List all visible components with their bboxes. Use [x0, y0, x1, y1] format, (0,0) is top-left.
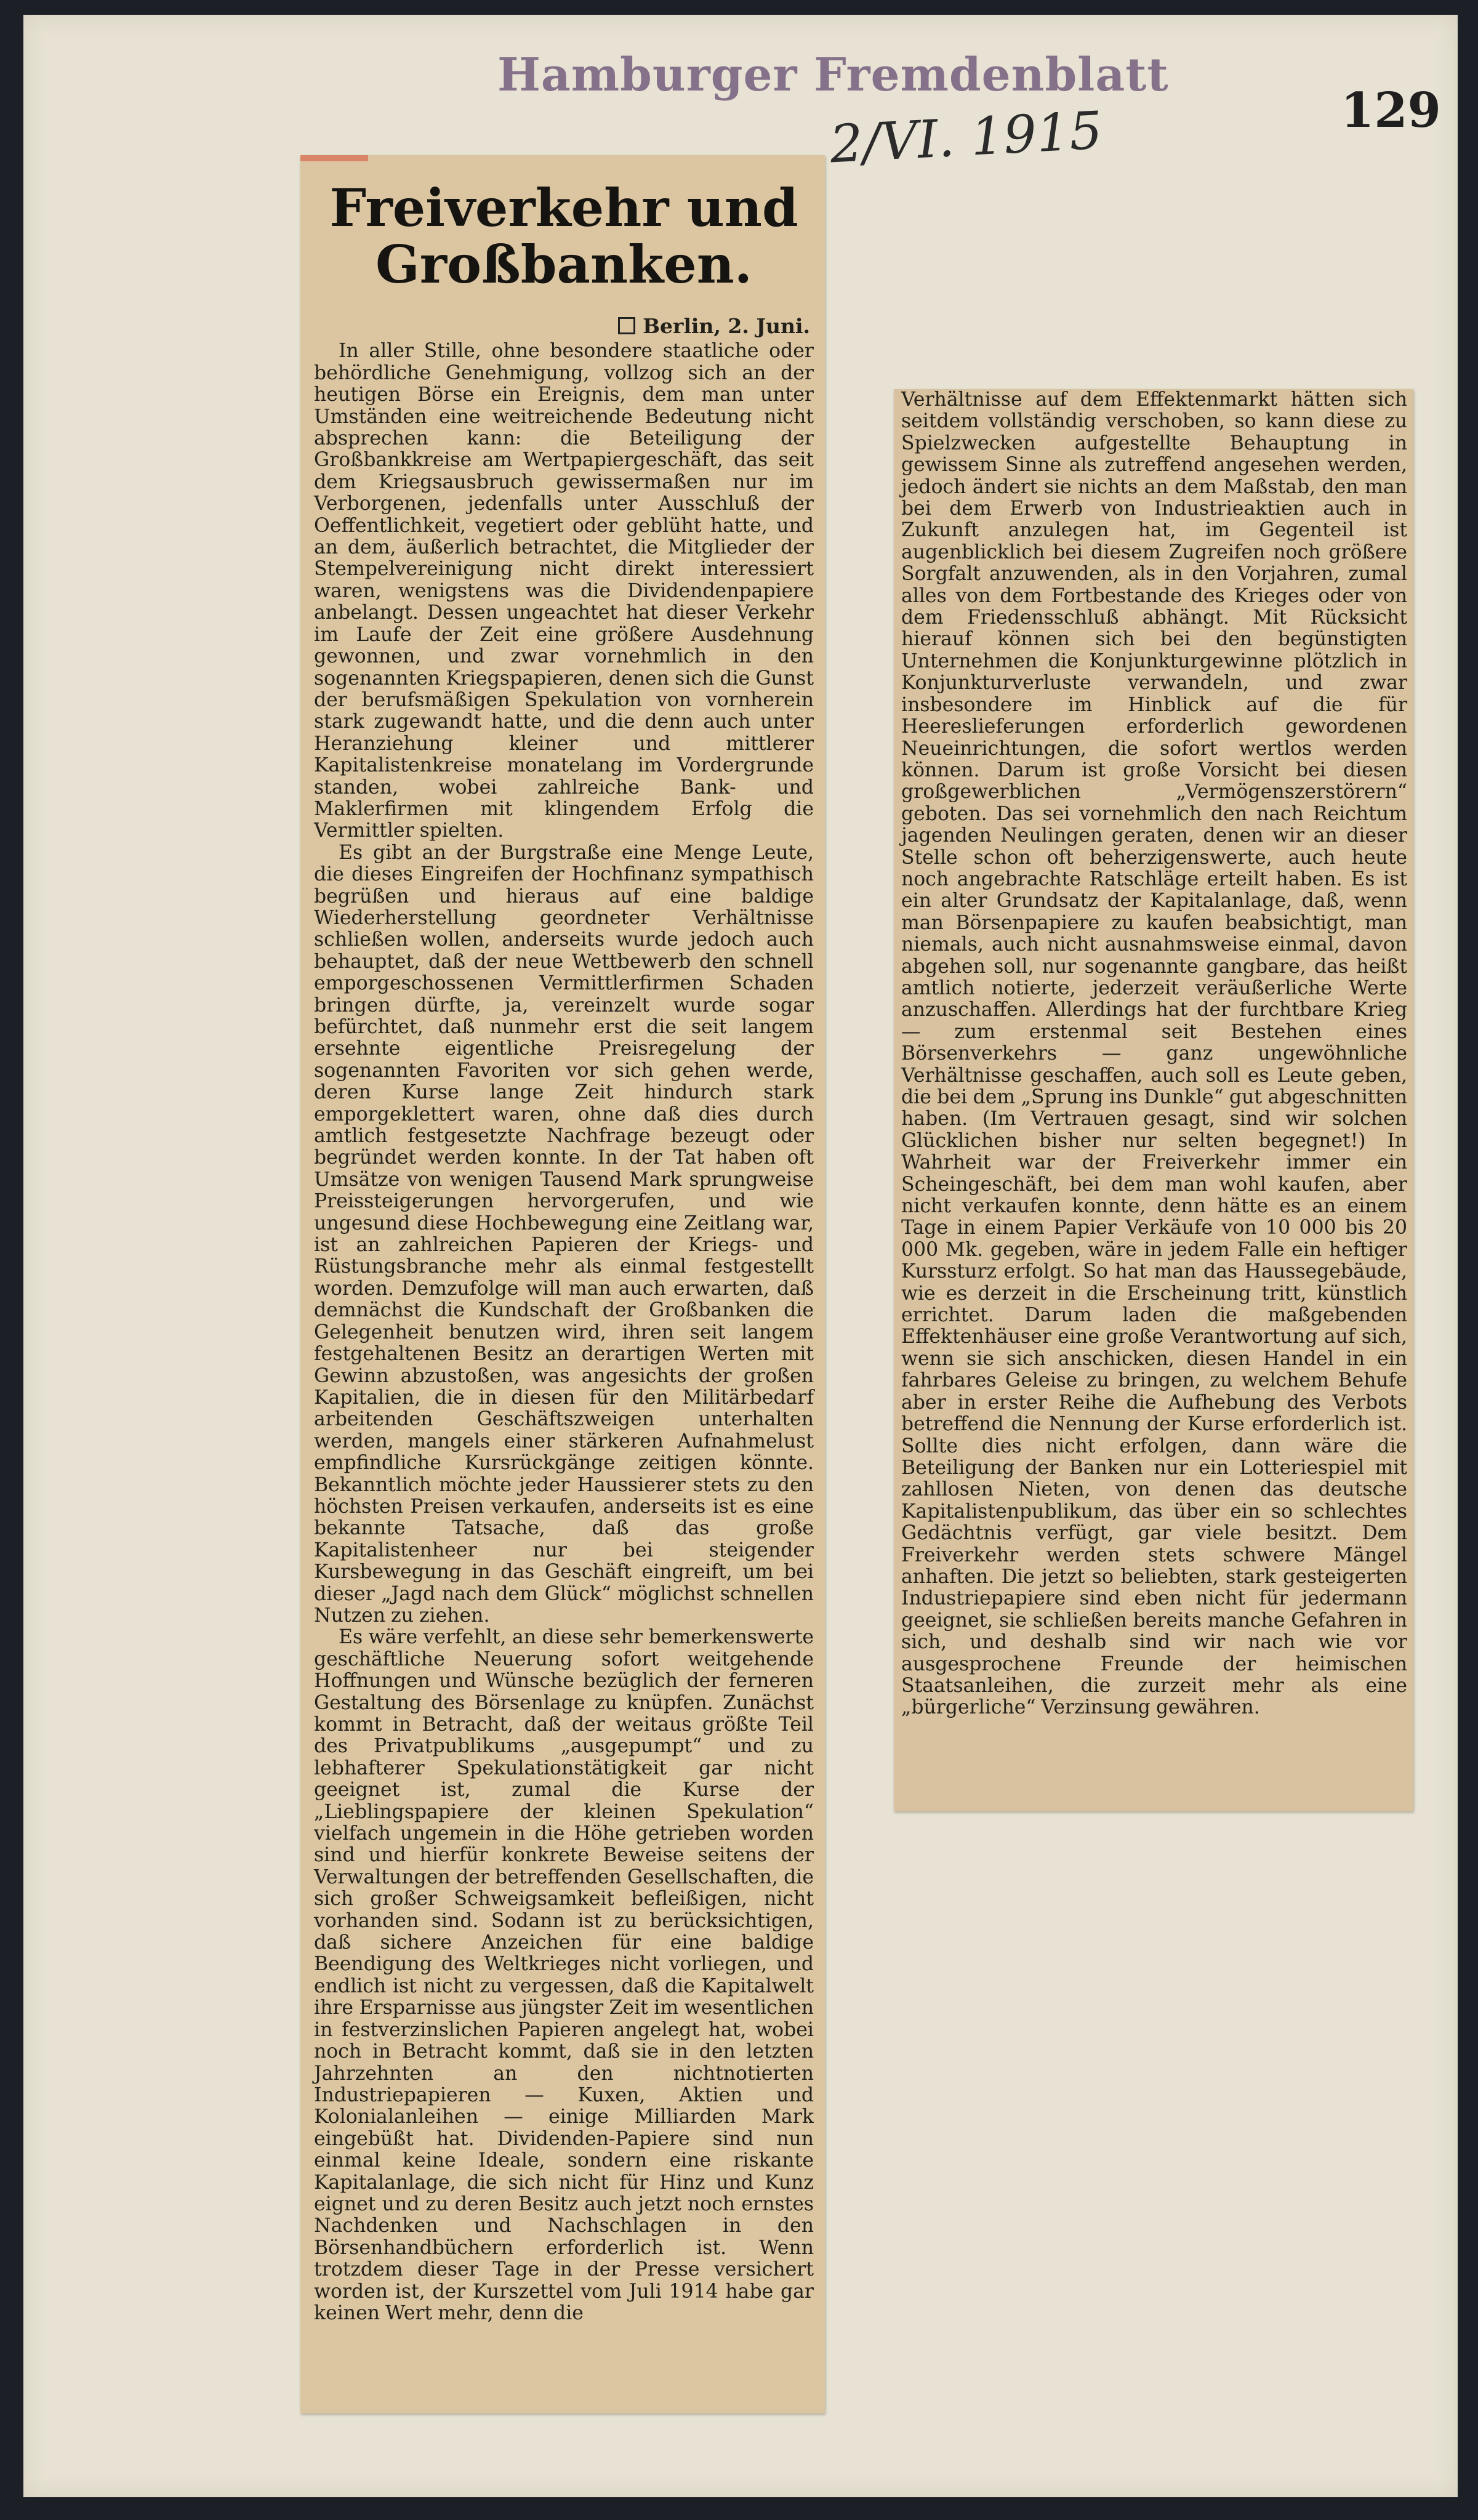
newspaper-stamp: Hamburger Fremdenblatt	[497, 49, 1169, 102]
red-pencil-mark	[300, 155, 368, 161]
clipping-right-column	[894, 389, 1413, 1811]
box-icon	[618, 317, 635, 334]
paragraph-3: Es wäre verfehlt, an diese sehr bemerkenswerte geschäftliche Neuerung sofort weitgehende Hoffnungen und Wünsche bezüglich der ferneren Gestaltung des Börsenlage zu knüpfen. Zunächst kommt in Betracht, daß der weitaus größte Teil des Privatpublikums „ausgepumpt“ und zu lebhafterer Spekulationstätigkeit gar nicht geeignet ist, zumal die Kurse der „Lieblingspapiere der kleinen Spekulation“ vielfach ungemein in die Höhe getrieben worden sind und hierfür konkrete Beweise seitens der Verwaltungen der betreffenden Gesellschaften, die sich großer Schweigsamkeit befleißigen, nicht vorhanden sind. Sodann ist zu berücksichtigen, daß sichere Anzeichen für eine baldige Beendigung des Weltkrieges nicht vorliegen, und endlich ist nicht zu vergessen, daß die Kapitalwelt ihre Ersparnisse aus jüngster Zeit im wesentlichen in festverzinslichen Papieren angelegt hat, wobei noch in Betracht kommt, daß sie in den letzten Jahrzehnten an den nichtnotierten Industriepapieren — Kuxen, Aktien und Kolonialanleihen — einige Milliarden Mark eingebüßt hat. Dividenden-Papiere sind nun einmal keine Ideale, sondern eine riskante Kapitalanlage, die sich nicht für Hinz und Kunz eignet und zu deren Besitz auch jetzt noch ernstes Nachdenken und Nachschlagen in den Börsenhandbüchern erforderlich ist. Wenn trotzdem dieser Tage in der Presse versichert worden ist, der Kurszettel vom Juli 1914 habe gar keinen Wert mehr, denn die	[314, 1626, 814, 2324]
dateline	[314, 315, 810, 337]
handwritten-date: 2/VI. 1915	[828, 100, 1104, 175]
paragraph-continued: Verhältnisse auf dem Effektenmarkt hätten sich seitdem vollständig verschoben, so kann diese zu Spielzwecken aufgestellte Behauptung in gewissem Sinne als zutreffend angesehen werden, jedoch ändert sie nichts an dem Maßstab, den man bei dem Erwerb von Industrieaktien auch in Zukunft anzulegen hat, im Gegenteil ist augenblicklich bei diesem Zugreifen noch größere Sorgfalt anzuwenden, als in den Vorjahren, zumal alles von dem Fortbestande des Krieges oder von dem Friedensschluß abhängt. Mit Rücksicht hierauf können sich bei den begünstigten Unternehmen die Konjunkturgewinne plötzlich in Konjunkturverluste verwandeln, und zwar insbesondere im Hinblick auf die für Heereslieferungen erforderlich gewordenen Neueinrichtungen, die sofort wertlos werden können. Darum ist große Vorsicht bei diesen großgewerblichen „Vermögenszerstörern“ geboten. Das sei vornehmlich den nach Reichtum jagenden Neulingen geraten, denen wir an dieser Stelle schon oft beherzigenswerte, auch heute noch angebrachte Ratschläge erteilt haben. Es ist ein alter Grundsatz der Kapitalanlage, daß, wenn man Börsenpapiere zu kaufen beabsichtigt, man niemals, auch nicht ausnahmsweise einmal, davon abgehen soll, nur sogenannte gangbare, das heißt amtlich notierte, jederzeit veräußerliche Werte anzuschaffen. Allerdings hat der furchtbare Krieg — zum erstenmal seit Bestehen eines Börsenverkehrs — ganz ungewöhnliche Verhältnisse geschaffen, auch soll es Leute geben, die bei dem „Sprung ins Dunkle“ gut abgeschnitten haben. (Im Vertrauen gesagt, sind wir solchen Glücklichen bisher nur selten begegnet!) In Wahrheit war der Freiverkehr immer ein Scheingeschäft, bei dem man wohl kaufen, aber nicht verkaufen konnte, denn hätte es an einem Tage in einem Papier Verkäufe von 10 000 bis 20 000 Mk. gegeben, wäre in jedem Falle ein heftiger Kurssturz erfolgt. So hat man das Haussegebäude, wie es derzeit in die Erscheinung tritt, künstlich errichtet. Darum laden die maßgebenden Effektenhäuser eine große Verantwortung auf sich, wenn sie sich anschicken, diesen Handel in ein fahrbares Geleise zu bringen, zu welchem Behufe aber in erster Reihe die Aufhebung des Verbots betreffend die Nennung der Kurse erforderlich ist. Sollte dies nicht erfolgen, dann wäre die Beteiligung der Banken nur ein Lotteriespiel mit zahllosen Nieten, von denen das deutsche Kapitalistenpublikum, das über ein so schlechtes Gedächtnis verfügt, gar viele besitzt. Dem Freiverkehr werden stets schwere Mängel anhaften. Die jetzt so beliebten, stark gesteigerten Industriepapiere sind eben nicht für jedermann geeignet, sie schließen bereits manche Gefahren in sich, und deshalb sind wir nach wie vor ausgesprochene Freunde der heimischen Staatsanleihen, die zurzeit mehr als eine „bürgerliche“ Verzinsung gewähren.	[901, 389, 1407, 1719]
dateline-text: Berlin, 2. Juni.	[643, 314, 810, 338]
paragraph-1: In aller Stille, ohne besondere staatliche oder behördliche Genehmigung, vollzog sich an der heutigen Börse ein Ereignis, dem man unter Umständen eine weitreichende Bedeutung nicht absprechen kann: die Beteiligung der Großbankkreise am Wertpapiergeschäft, das seit dem Kriegsausbruch gewissermaßen nur im Verborgenen, jedenfalls unter Ausschluß der Oeffentlichkeit, vegetiert oder geblüht hatte, und an dem, äußerlich betrachtet, die Mitglieder der Stempelvereinigung nicht direkt interessiert waren, wenigstens was die Dividendenpapiere anbelangt. Dessen ungeachtet hat dieser Verkehr im Laufe der Zeit eine größere Ausdehnung gewonnen, und zwar vornehmlich in den sogenannten Kriegspapieren, denen sich die Gunst der berufsmäßigen Spekulation von vornherein stark zugewandt hatte, und die denn auch unter Heranziehung kleiner und mittlerer Kapitalistenkreise monatelang im Vordergrunde standen, wobei zahlreiche Bank- und Maklerfirmen mit klingendem Erfolg die Vermittler spielten.	[314, 340, 814, 842]
page-number: 129	[1341, 83, 1441, 139]
paragraph-2: Es gibt an der Burgstraße eine Menge Leute, die dieses Eingreifen der Hochfinanz sympathisch begrüßen und hieraus auf eine baldige Wiederherstellung geordneter Verhältnisse schließen wollen, anderseits wurde jedoch auch behauptet, daß der neue Wettbewerb den schnell emporgeschossenen Vermittlerfirmen Schaden bringen dürfte, ja, vereinzelt wurde sogar befürchtet, daß nunmehr erst die seit langem ersehnte eigentliche Preisregelung der sogenannten Favoriten vor sich gehen werde, deren Kurse lange Zeit hindurch stark emporgeklettert waren, ohne daß dies durch amtlich festgesetzte Nachfrage bezeugt oder begründet werden konnte. In der Tat haben oft Umsätze von wenigen Tausend Mark sprungweise Preissteigerungen hervorgerufen, und wie ungesund diese Hochbewegung eine Zeitlang war, ist an zahlreichen Papieren der Kriegs- und Rüstungsbranche mehr als einmal festgestellt worden. Demzufolge will man auch erwarten, daß demnächst die Kundschaft der Großbanken die Gelegenheit benutzen wird, ihren seit langem festgehaltenen Besitz an derartigen Werten mit Gewinn abzustoßen, was angesichts der großen Kapitalien, die in diesen für den Militärbedarf arbeitenden Geschäftszweigen unterhalten werden, mangels einer stärkeren Aufnahmelust empfindliche Kursrückgänge zeitigen könnte. Bekanntlich möchte jeder Haussierer stets zu den höchsten Preisen verkaufen, anderseits ist es eine bekannte Tatsache, daß das große Kapitalistenheer nur bei steigender Kursbewegung in das Geschäft eingreift, um bei dieser „Jagd nach dem Glück“ möglichst schnellen Nutzen zu ziehen.	[314, 841, 814, 1627]
article-headline: Freiverkehr und Großbanken.	[329, 177, 798, 295]
clipping-left-column	[300, 155, 825, 2413]
